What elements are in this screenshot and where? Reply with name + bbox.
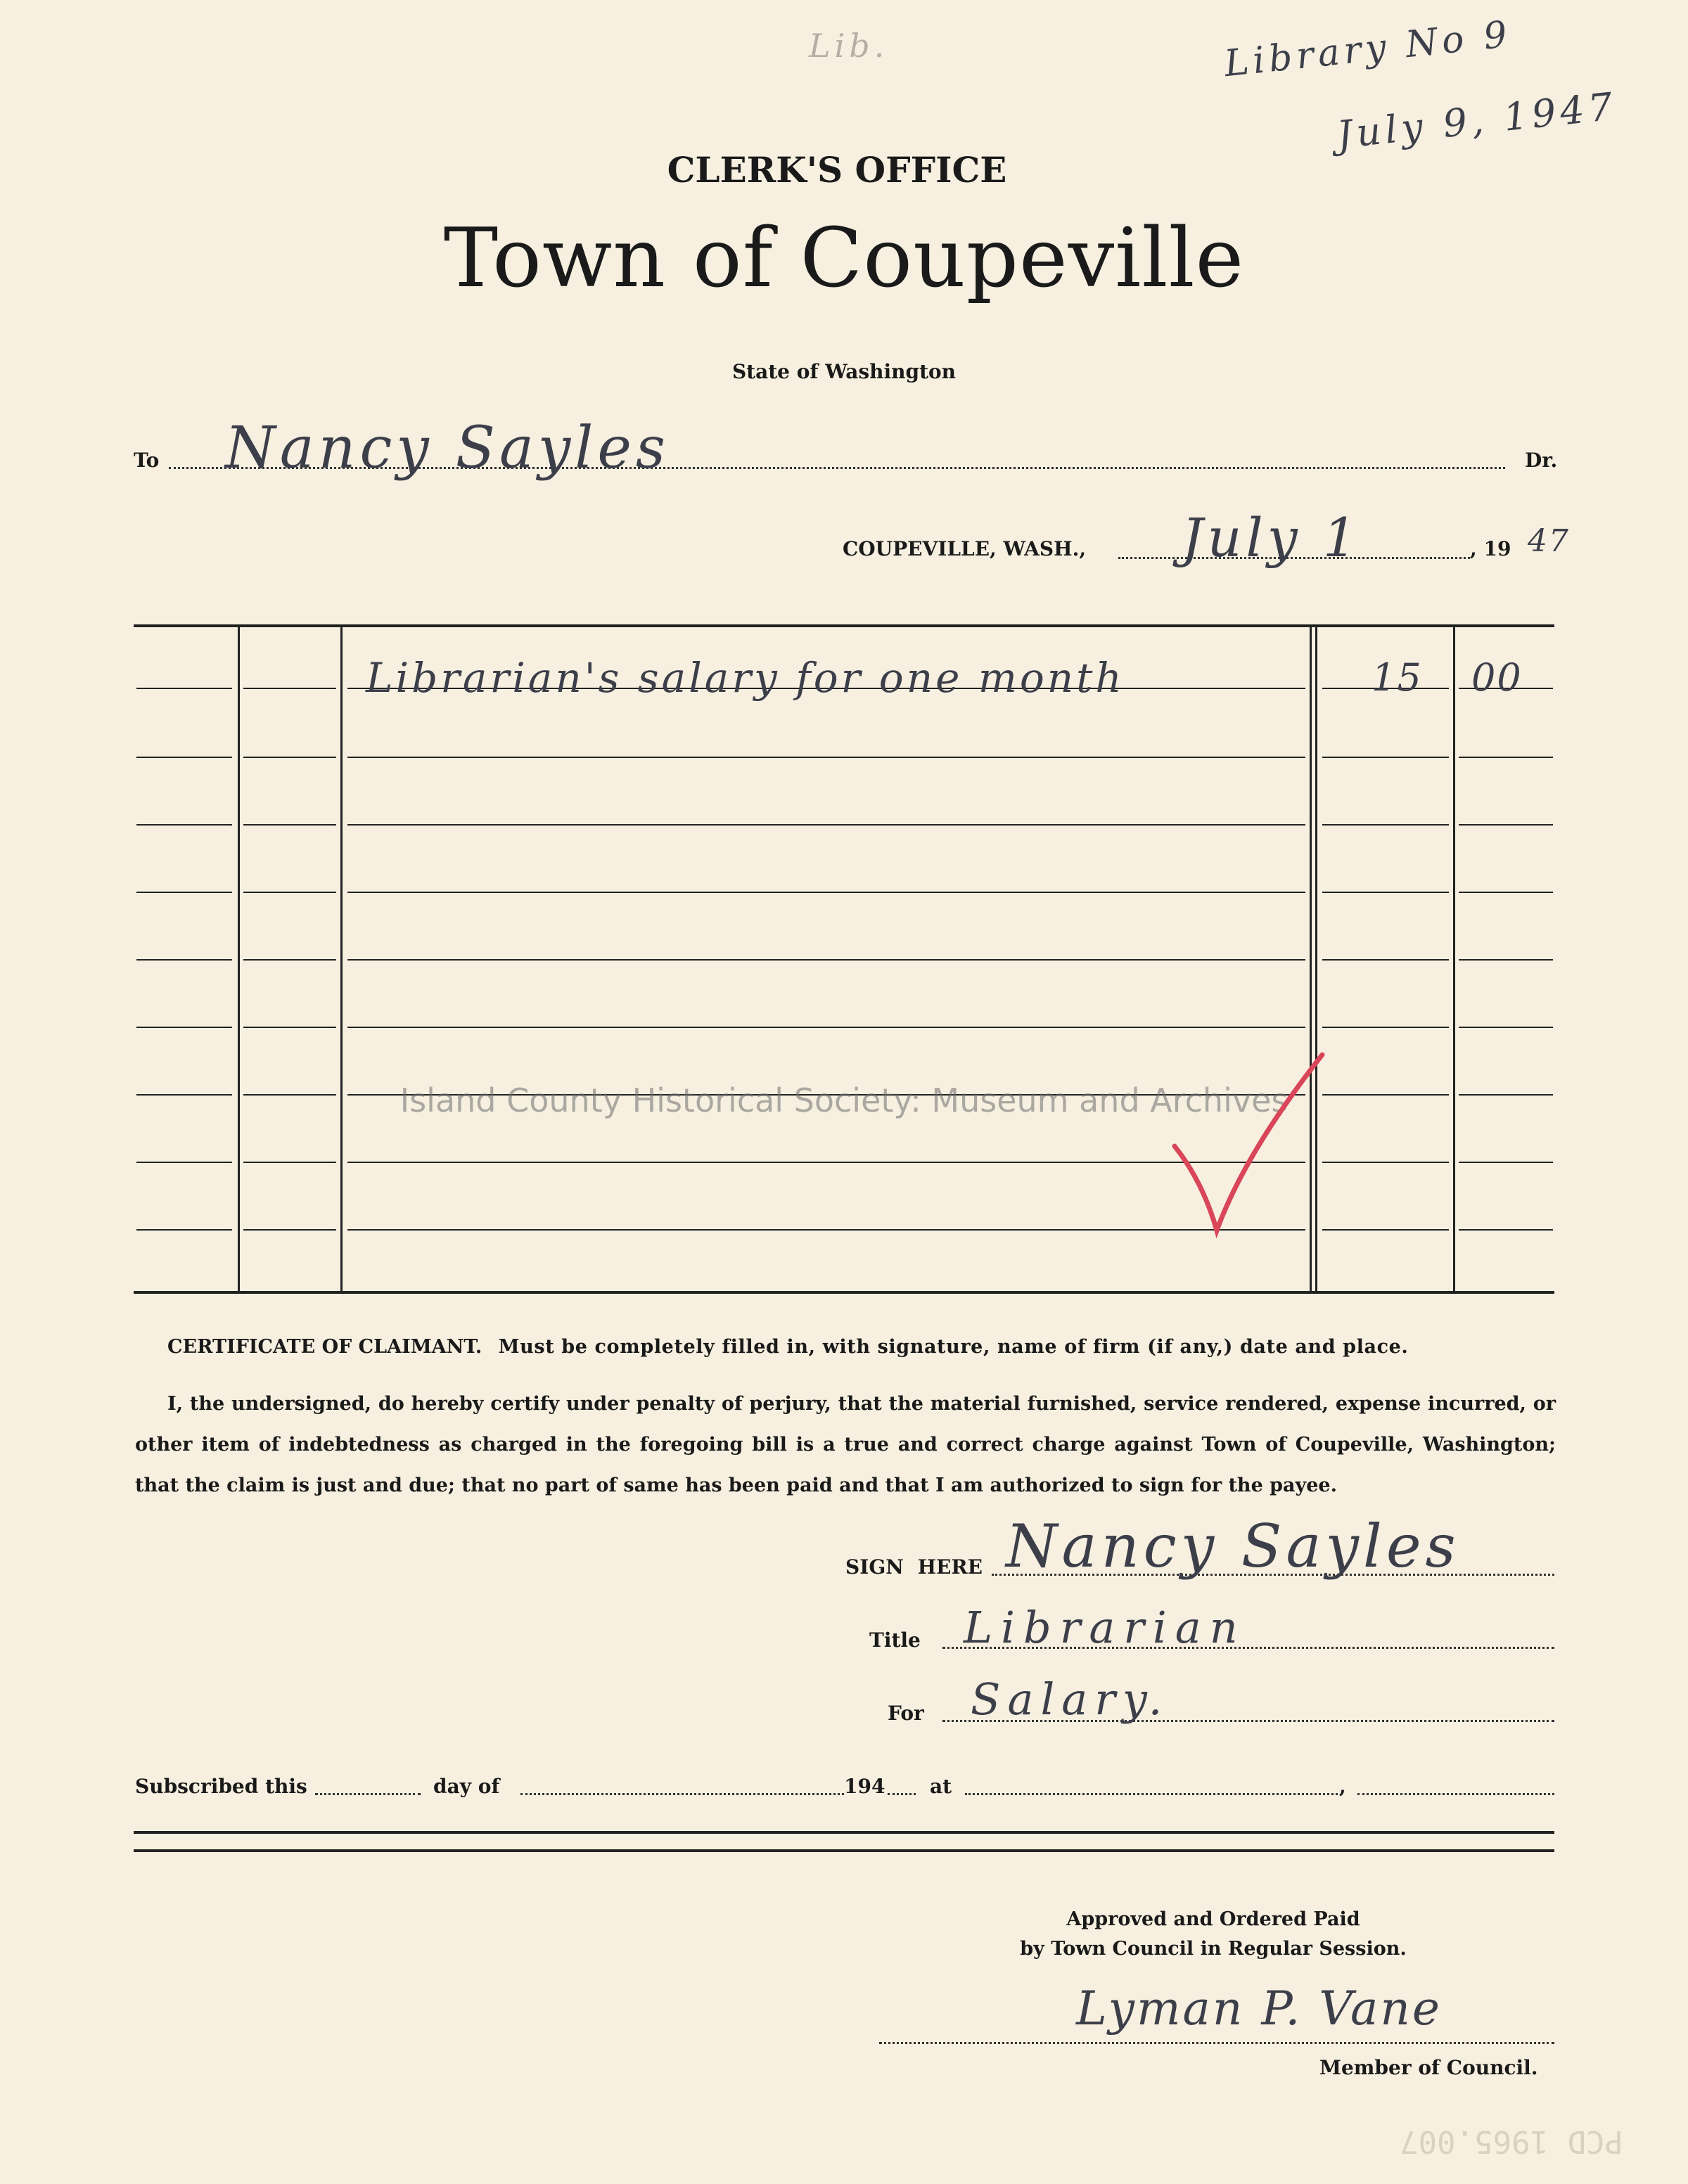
table-rule-line xyxy=(136,1027,232,1028)
claim-purpose: Salary. xyxy=(971,1674,1170,1725)
approval-line-2: by Town Council in Regular Session. xyxy=(1020,1938,1407,1960)
certificate-body: I, the undersigned, do hereby certify under penalty of perjury, that the material furnished, service rendered, expense incurred, or other item of indebtedness as charged in the foregoing bill is a true and correct charge against Town of Coupeville, Washington; that the claim is just and due; that no part of same has been paid and that I am authorized to sign for the payee. xyxy=(135,1393,1556,1496)
item-dollars: 15 xyxy=(1372,655,1423,700)
for-label: For xyxy=(888,1702,924,1725)
town-title: Town of Coupeville xyxy=(443,211,1245,306)
table-rule-line xyxy=(1459,959,1553,961)
state-subtitle: State of Washington xyxy=(731,360,957,383)
certificate-heading-title: CERTIFICATE OF CLAIMANT. xyxy=(167,1336,482,1358)
table-rule-line xyxy=(136,959,232,961)
archive-number-stamp: PCD 1965.007 xyxy=(1400,2124,1623,2159)
office-heading: CLERK'S OFFICE xyxy=(667,149,1007,191)
table-rule-line xyxy=(1322,892,1449,893)
item-cents: 00 xyxy=(1471,655,1523,700)
council-member-signature: Lyman P. Vane xyxy=(1076,1981,1442,2036)
table-rule-line xyxy=(243,1162,336,1163)
archive-watermark: Island County Historical Society: Museum and Archives xyxy=(399,1081,1289,1119)
table-rule-line xyxy=(1322,757,1449,758)
subscribed-place-line xyxy=(965,1793,1338,1795)
table-rule-line xyxy=(243,757,336,758)
table-rule-line xyxy=(347,824,1305,826)
table-rule-line xyxy=(1459,1027,1553,1028)
table-col-divider-5 xyxy=(1453,627,1455,1291)
table-rule-line xyxy=(1459,1229,1553,1231)
table-rule-line xyxy=(347,959,1305,961)
table-rule-line xyxy=(243,824,336,826)
item-description: Librarian's salary for one month xyxy=(366,654,1125,702)
subscribed-month-line xyxy=(520,1793,844,1795)
council-signature-line xyxy=(879,2042,1554,2044)
sign-here-label: SIGN HERE xyxy=(845,1555,983,1579)
table-rule-line xyxy=(347,1027,1305,1028)
date-label: COUPEVILLE, WASH., xyxy=(843,537,1087,560)
annotation-lib: Lib. xyxy=(809,27,889,65)
table-rule-line xyxy=(1322,959,1449,961)
table-rule-line xyxy=(1322,1162,1449,1163)
table-col-divider-2 xyxy=(340,627,343,1291)
table-rule-line xyxy=(1459,1162,1553,1163)
double-rule-top xyxy=(134,1831,1554,1834)
approval-line-1: Approved and Ordered Paid xyxy=(1066,1908,1360,1930)
day-of-label: day of xyxy=(433,1775,500,1798)
date-value: July 1 xyxy=(1182,506,1362,569)
subscribed-year: 194 xyxy=(844,1775,885,1798)
table-rule-line xyxy=(1322,824,1449,826)
at-label: at xyxy=(930,1775,952,1798)
table-rule-line xyxy=(243,1229,336,1231)
table-rule-line xyxy=(136,824,232,826)
claimant-title: Librarian xyxy=(964,1602,1246,1653)
annotation-date: July 9, 1947 xyxy=(1334,84,1619,158)
certificate-heading-instructions: Must be completely filled in, with signature, name of firm (if any,) date and place. xyxy=(498,1336,1409,1358)
debtor-suffix: Dr. xyxy=(1525,449,1558,472)
table-rule-line xyxy=(1322,1027,1449,1028)
table-rule-line xyxy=(243,1027,336,1028)
year-suffix: 47 xyxy=(1528,523,1570,559)
table-rule-line xyxy=(243,688,336,689)
table-rule-line xyxy=(243,959,336,961)
table-rule-line xyxy=(136,1162,232,1163)
subscribed-year-line xyxy=(888,1793,916,1795)
subscribed-day-line xyxy=(315,1793,421,1795)
table-rule-line xyxy=(347,757,1305,758)
table-top-border xyxy=(134,624,1554,627)
table-rule-line xyxy=(136,892,232,893)
double-rule-bottom xyxy=(134,1849,1554,1852)
red-check-mark-icon xyxy=(1160,1041,1336,1245)
table-rule-line xyxy=(347,892,1305,893)
table-rule-line xyxy=(1459,824,1553,826)
table-bottom-border xyxy=(134,1291,1554,1294)
subscribed-comma: , xyxy=(1339,1775,1346,1798)
subscribed-label: Subscribed this xyxy=(135,1775,307,1798)
payee-name: Nancy Sayles xyxy=(225,415,670,482)
table-rule-line xyxy=(136,1229,232,1231)
member-of-council-label: Member of Council. xyxy=(1319,2056,1538,2079)
year-prefix: , 19 xyxy=(1470,537,1511,560)
table-rule-line xyxy=(1459,757,1553,758)
table-rule-line xyxy=(1322,1229,1449,1231)
table-col-divider-1 xyxy=(238,627,240,1291)
table-rule-line xyxy=(243,892,336,893)
annotation-library-number: Library No 9 xyxy=(1222,13,1514,86)
table-rule-line xyxy=(1459,892,1553,893)
subscribed-state-line xyxy=(1357,1793,1554,1795)
table-rule-line xyxy=(136,757,232,758)
table-rule-line xyxy=(136,688,232,689)
claimant-signature: Nancy Sayles xyxy=(1006,1512,1460,1581)
title-label: Title xyxy=(869,1629,921,1652)
to-label: To xyxy=(134,449,160,472)
certificate-heading xyxy=(167,1336,1518,1358)
